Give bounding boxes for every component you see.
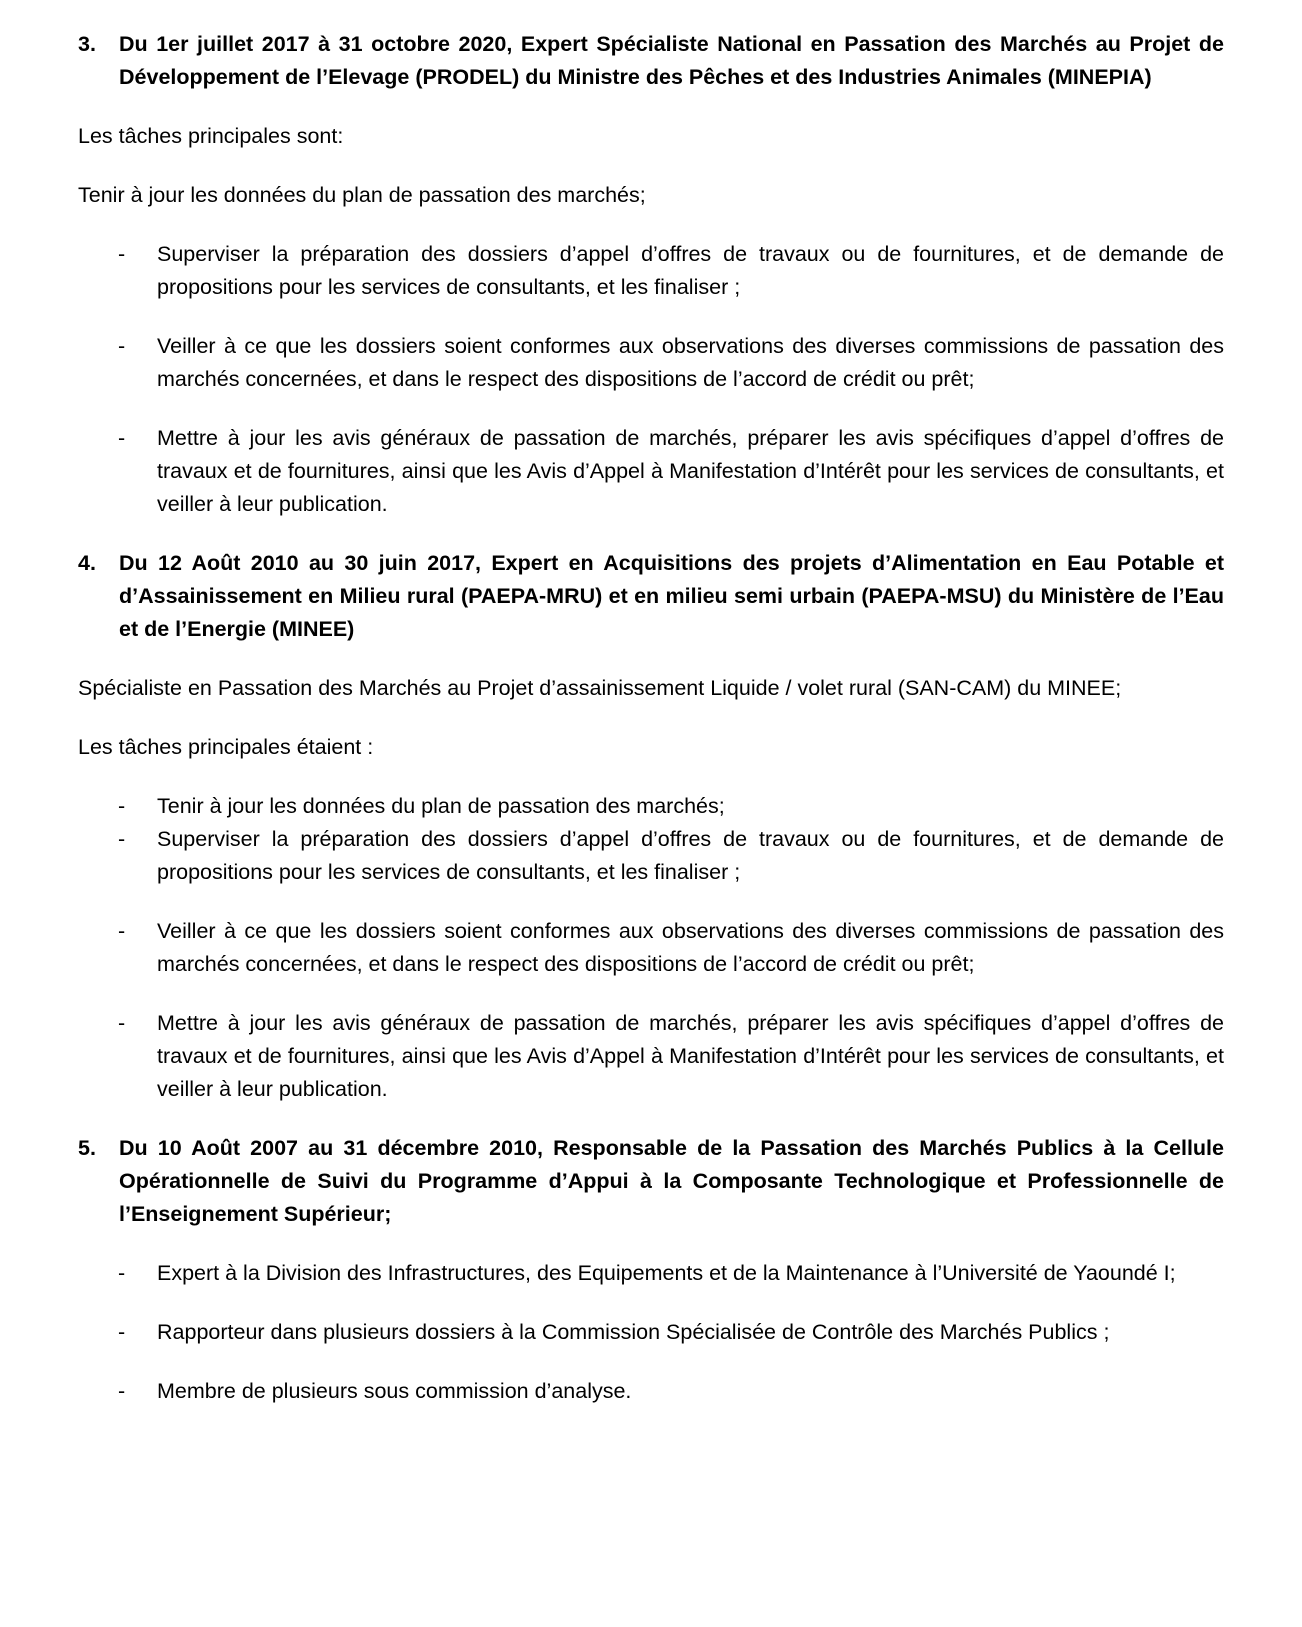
bullet-text: Superviser la préparation des dossiers d’appel d’offres de travaux ou de fournitures, et de demande de propositions pour les services de consultants, et les finaliser ; [157, 827, 1224, 884]
paragraph: Spécialiste en Passation des Marchés au Projet d’assainissement Liquide / volet rural (SAN-CAM) du MINEE; [78, 676, 1122, 700]
bullet-text: Veiller à ce que les dossiers soient conformes aux observations des diverses commissions de passation des marchés concernées, et dans le respect des dispositions de l’accord de crédit ou prêt; [157, 919, 1224, 976]
numbered-heading [78, 547, 1224, 646]
bullet-text: Membre de plusieurs sous commission d’analyse. [157, 1379, 632, 1403]
bullet-item [118, 238, 1224, 304]
bullet-dash-marker: - [118, 242, 126, 266]
bullet-dash-marker: - [118, 827, 126, 851]
heading-text: Du 12 Août 2010 au 30 juin 2017, Expert en Acquisitions des projets d’Alimentation en Eau Potable et d’Assainissement en Milieu rural (PAEPA-MRU) et en milieu semi urbain (PAEPA-MSU) du Ministère de l’Eau et de l’Energie (MINEE) [119, 551, 1224, 641]
paragraph: Tenir à jour les données du plan de passation des marchés; [78, 183, 646, 207]
bullet-item [118, 1007, 1224, 1106]
bullet-item [118, 823, 1224, 889]
bullet-item [118, 1316, 1224, 1349]
heading-number: 3. [78, 32, 96, 56]
bullet-dash-marker: - [118, 334, 126, 358]
bullet-dash-marker: - [118, 1379, 126, 1403]
bullet-text: Superviser la préparation des dossiers d’appel d’offres de travaux ou de fournitures, et de demande de propositions pour les services de consultants, et les finaliser ; [157, 242, 1224, 299]
heading-text: Du 1er juillet 2017 à 31 octobre 2020, Expert Spécialiste National en Passation des Marchés au Projet de Développement de l’Elevage (PRODEL) du Ministre des Pêches et des Industries Animales (MINEPIA) [119, 32, 1224, 89]
bullet-item [118, 330, 1224, 396]
bullet-text: Expert à la Division des Infrastructures, des Equipements et de la Maintenance à l’Université de Yaoundé I; [157, 1261, 1176, 1285]
bullet-text: Mettre à jour les avis généraux de passation de marchés, préparer les avis spécifiques d’appel d’offres de travaux et de fournitures, ainsi que les Avis d’Appel à Manifestation d’Intérêt pour les services de consultants, et veiller à leur publication. [157, 426, 1224, 516]
bullet-item [118, 422, 1224, 521]
bullet-dash-marker: - [118, 426, 126, 450]
bullet-dash-marker: - [118, 794, 126, 818]
heading-number: 4. [78, 551, 96, 575]
bullet-item [118, 1257, 1224, 1290]
bullet-dash-marker: - [118, 1320, 126, 1344]
bullet-dash-marker: - [118, 1011, 126, 1035]
bullet-item [118, 915, 1224, 981]
paragraph: Les tâches principales sont: [78, 124, 344, 148]
paragraph: Les tâches principales étaient : [78, 735, 374, 759]
numbered-heading [78, 1132, 1224, 1231]
numbered-heading [78, 28, 1224, 94]
heading-number: 5. [78, 1136, 96, 1160]
bullet-item [118, 1375, 1224, 1408]
bullet-text: Veiller à ce que les dossiers soient conformes aux observations des diverses commissions de passation des marchés concernées, et dans le respect des dispositions de l’accord de crédit ou prêt; [157, 334, 1224, 391]
bullet-text: Mettre à jour les avis généraux de passation de marchés, préparer les avis spécifiques d’appel d’offres de travaux et de fournitures, ainsi que les Avis d’Appel à Manifestation d’Intérêt pour les services de consultants, et veiller à leur publication. [157, 1011, 1224, 1101]
bullet-text: Rapporteur dans plusieurs dossiers à la Commission Spécialisée de Contrôle des Marchés Publics ; [157, 1320, 1110, 1344]
heading-text: Du 10 Août 2007 au 31 décembre 2010, Responsable de la Passation des Marchés Publics à la Cellule Opérationnelle de Suivi du Programme d’Appui à la Composante Technologique et Professionnelle de l’Enseignement Supérieur; [119, 1136, 1224, 1226]
bullet-dash-marker: - [118, 919, 126, 943]
bullet-item [118, 790, 1224, 823]
bullet-dash-marker: - [118, 1261, 126, 1285]
bullet-text: Tenir à jour les données du plan de passation des marchés; [157, 794, 725, 818]
